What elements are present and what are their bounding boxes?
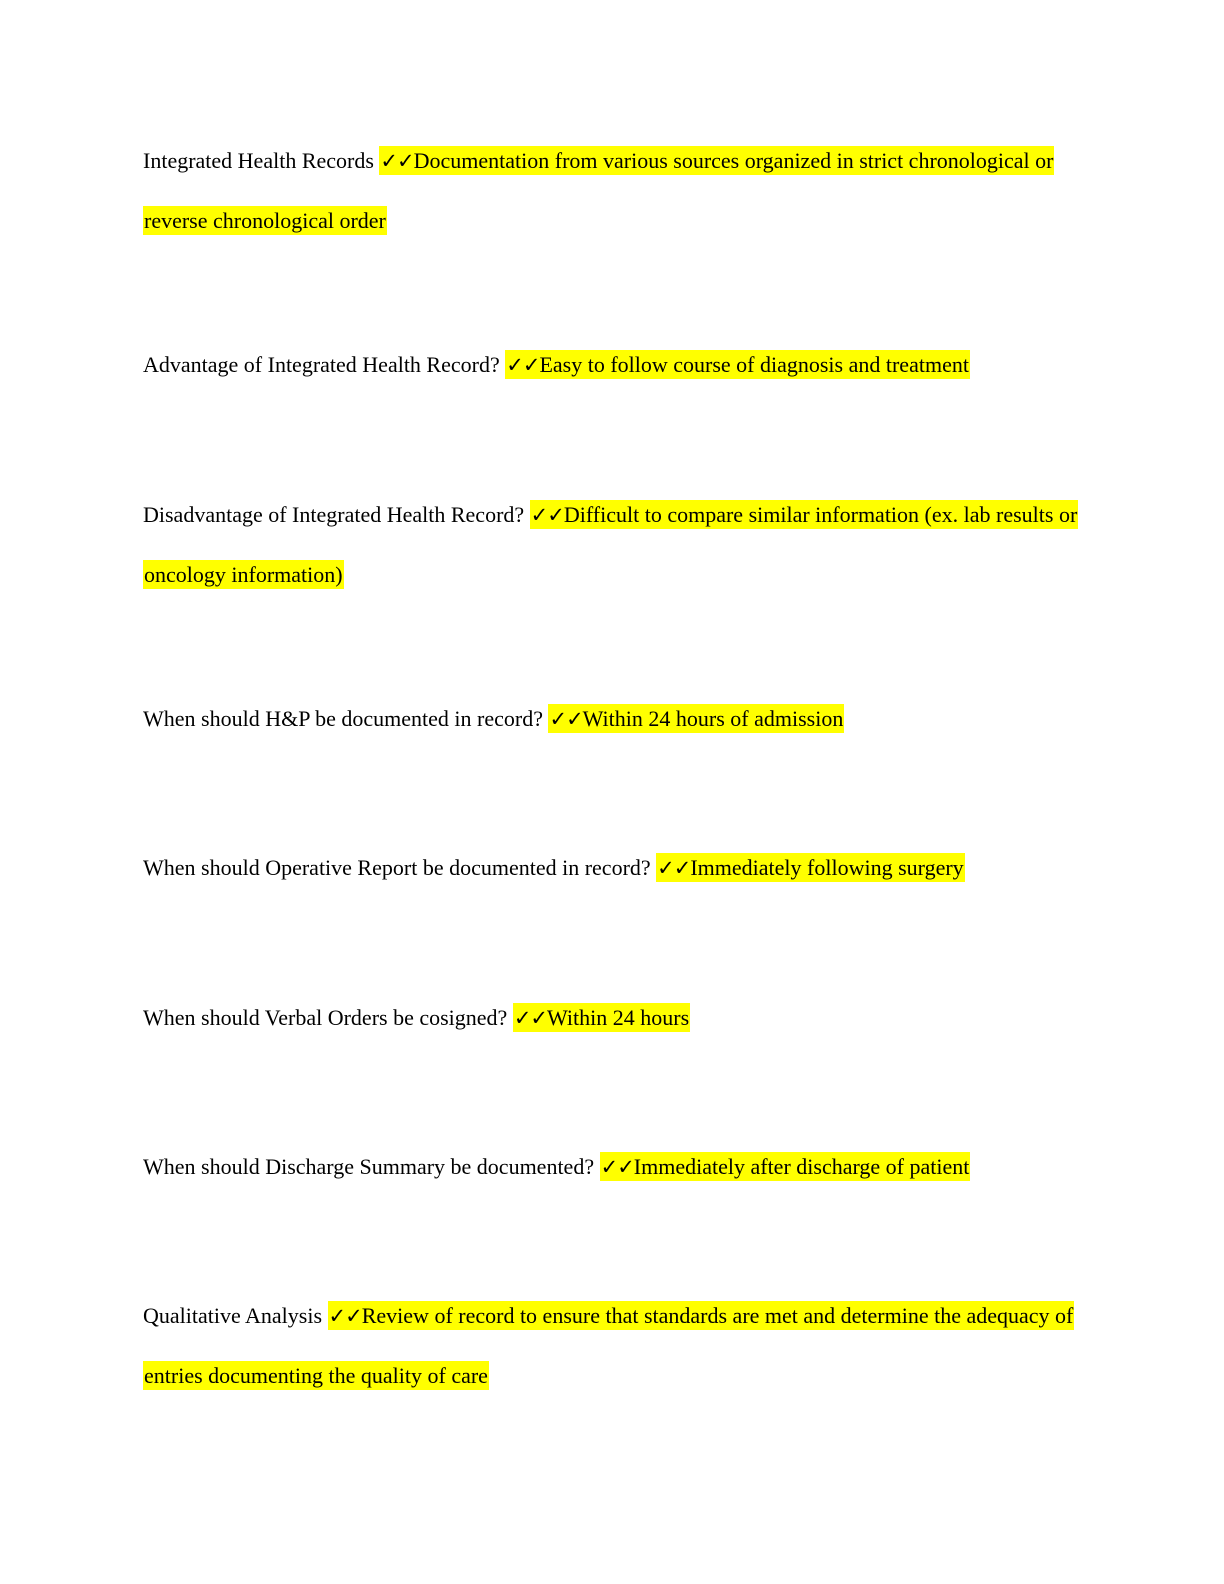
qa-entry-operative-report [143,838,1078,898]
double-check-icon: ✓✓ [506,353,540,377]
answer-highlight [513,1003,690,1032]
term-text: When should Discharge Summary be documented? [143,1154,600,1179]
term-text: Disadvantage of Integrated Health Record? [143,502,530,527]
answer-highlight [656,853,965,882]
term-text: Qualitative Analysis [143,1303,328,1328]
double-check-icon: ✓✓ [513,1006,548,1030]
term-text: When should H&P be documented in record? [143,706,549,731]
answer-text: Documentation from various sources organized in strict chronological or reverse chronological order [144,148,1054,233]
double-check-icon: ✓✓ [530,503,564,527]
answer-text: Within 24 hours [547,1005,690,1030]
term-text: When should Operative Report be documented in record? [143,855,657,880]
qa-entry-qualitative-analysis [143,1286,1078,1405]
answer-highlight [600,1152,971,1181]
double-check-icon: ✓✓ [657,856,691,880]
qa-entry-hp-documentation [143,689,1078,749]
answer-text: Easy to follow course of diagnosis and treatment [539,352,969,377]
term-text: When should Verbal Orders be cosigned? [143,1005,513,1030]
qa-entry-advantage [143,335,1078,395]
term-text: Integrated Health Records [143,148,380,173]
answer-highlight [505,350,970,379]
qa-entry-integrated-health-records [143,131,1078,250]
answer-text: Immediately after discharge of patient [633,1154,970,1179]
qa-entry-disadvantage [143,485,1078,604]
answer-text: Difficult to compare similar information (ex. lab results or oncology information) [144,502,1078,587]
qa-entry-verbal-orders [143,988,1078,1048]
double-check-icon: ✓✓ [380,149,414,173]
answer-highlight [548,704,844,733]
double-check-icon: ✓✓ [328,1304,362,1328]
term-text: Advantage of Integrated Health Record? [143,352,506,377]
answer-text: Immediately following surgery [690,855,964,880]
answer-text: Review of record to ensure that standards are met and determine the adequacy of entries documenting the quality of care [144,1303,1074,1388]
double-check-icon: ✓✓ [600,1155,634,1179]
double-check-icon: ✓✓ [549,707,583,731]
answer-text: Within 24 hours of admission [582,706,844,731]
qa-entry-discharge-summary [143,1137,1078,1197]
